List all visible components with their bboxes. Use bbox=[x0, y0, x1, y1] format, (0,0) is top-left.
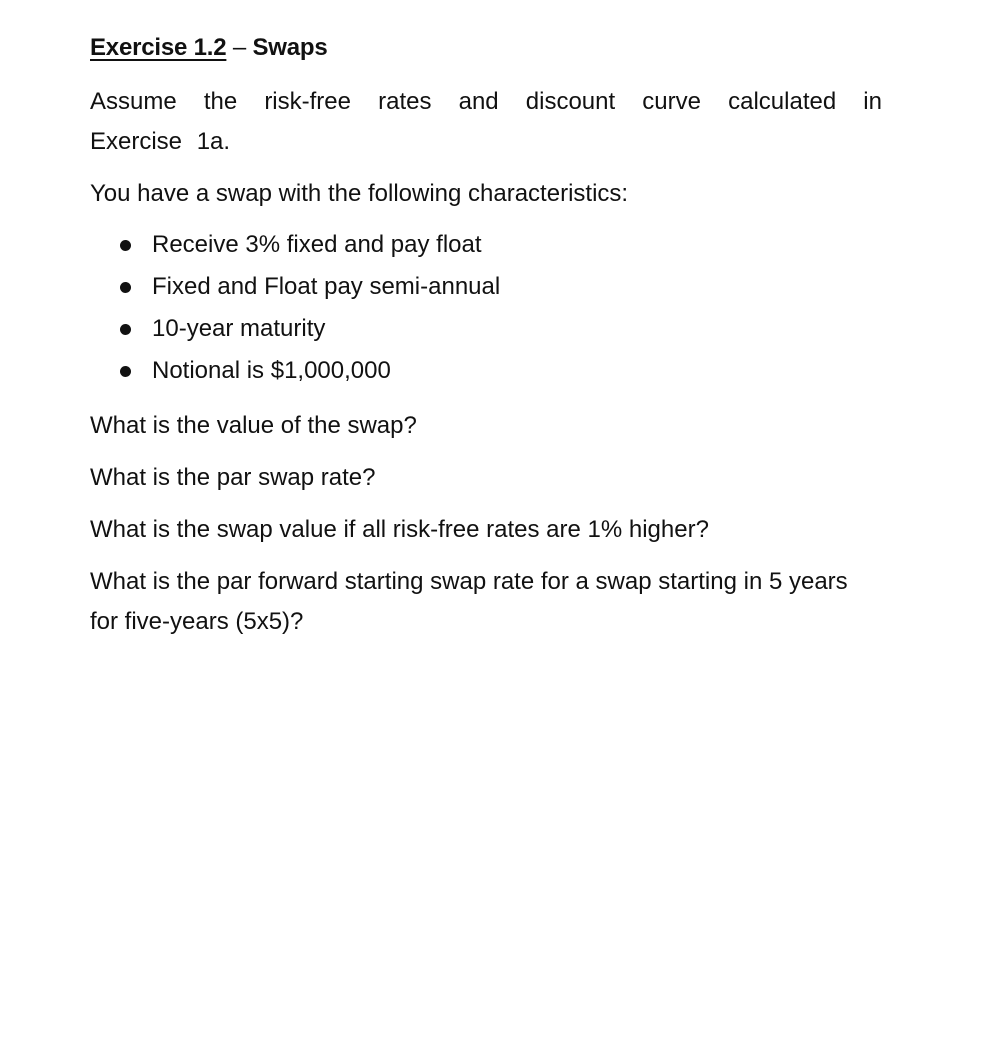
characteristics-list bbox=[90, 224, 882, 392]
exercise-heading bbox=[90, 30, 882, 66]
question-par-swap-rate: What is the par swap rate? bbox=[90, 464, 376, 491]
question-swap-value: What is the value of the swap? bbox=[90, 412, 417, 439]
list-item bbox=[119, 350, 882, 392]
bullet-icon bbox=[120, 324, 131, 335]
question-rate-shock: What is the swap value if all risk-free rates are 1% higher? bbox=[90, 516, 709, 543]
list-item bbox=[119, 266, 882, 308]
list-item bbox=[119, 308, 882, 350]
intro-paragraph: Assume the risk-free rates and discount curve calculated in Exercise 1a. bbox=[90, 88, 882, 155]
bullet-icon bbox=[120, 240, 131, 251]
list-item bbox=[119, 224, 882, 266]
exercise-number: Exercise 1.2 bbox=[90, 34, 227, 61]
list-item-text: 10-year maturity bbox=[152, 315, 326, 342]
document-page bbox=[90, 30, 882, 642]
exercise-topic: Swaps bbox=[252, 34, 328, 61]
list-item-text: Fixed and Float pay semi-annual bbox=[152, 273, 501, 300]
bullet-icon bbox=[120, 366, 131, 377]
list-item-text: Receive 3% fixed and pay float bbox=[152, 231, 482, 258]
list-item-text: Notional is $1,000,000 bbox=[152, 357, 391, 384]
heading-separator: – bbox=[226, 34, 253, 61]
lead-paragraph: You have a swap with the following characteristics: bbox=[90, 180, 629, 207]
question-forward-swap-rate: What is the par forward starting swap rate for a swap starting in 5 years for five-years (5x5)? bbox=[90, 568, 848, 635]
bullet-icon bbox=[120, 282, 131, 293]
